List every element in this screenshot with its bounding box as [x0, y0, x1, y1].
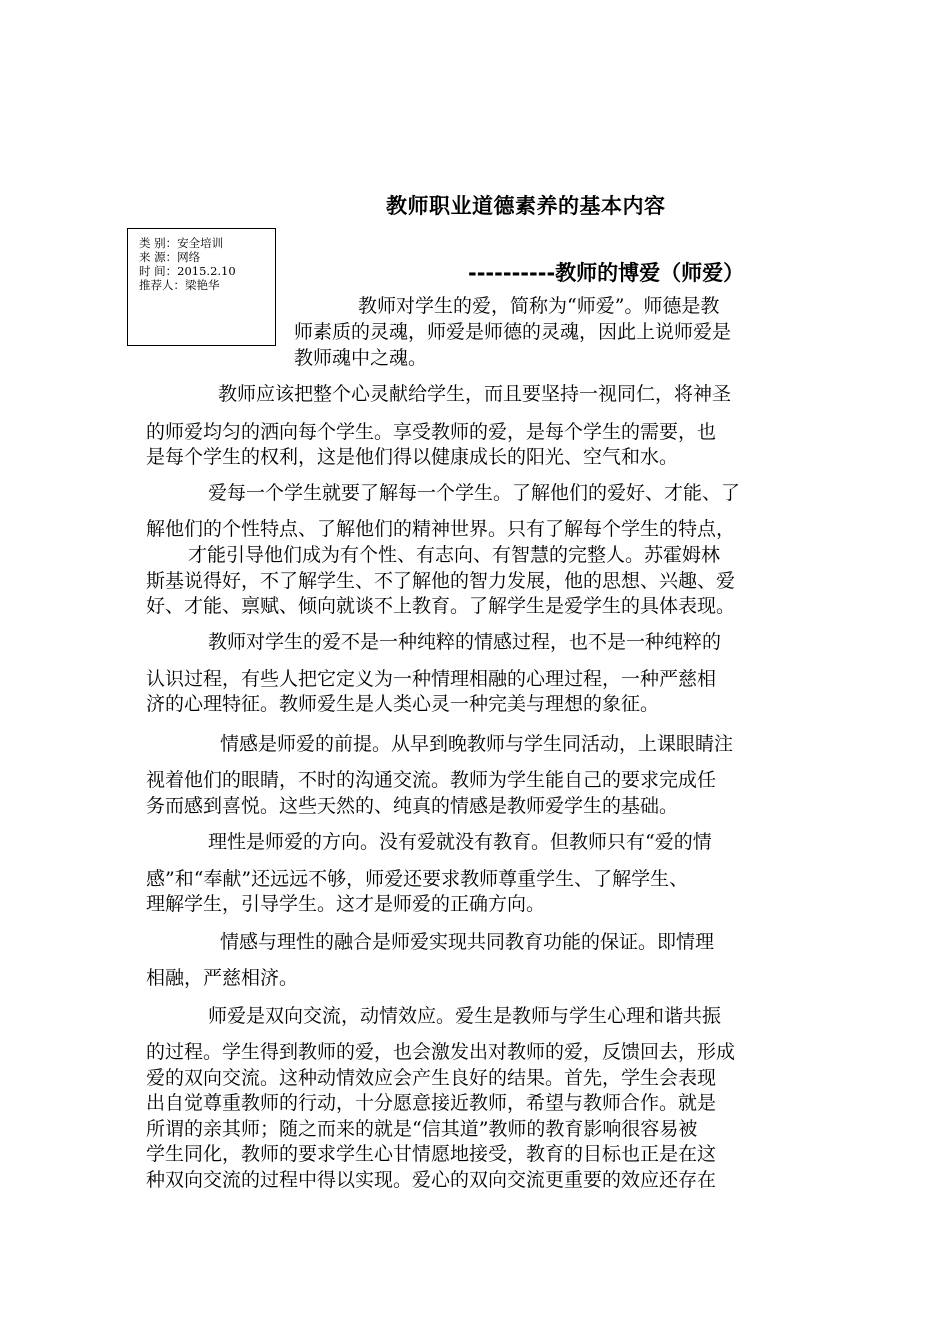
body-line: 认识过程，有些人把它定义为一种情理相融的心理过程，一种严慈相	[146, 668, 717, 690]
body-line: 理解学生，引导学生。这才是师爱的正确方向。	[146, 893, 546, 915]
info-recommender: 推荐人：梁艳华	[139, 278, 220, 292]
body-line: 种双向交流的过程中得以实现。爱心的双向交流更重要的效应还存在	[146, 1169, 717, 1191]
body-line: 情感与理性的融合是师爱实现共同教育功能的保证。即情理	[220, 931, 715, 953]
body-line: 济的心理特征。教师爱生是人类心灵一种完美与理想的象征。	[146, 693, 660, 715]
body-line: 视着他们的眼睛，不时的沟通交流。教师为学生能自己的要求完成任	[146, 769, 717, 791]
body-line: 理性是师爱的方向。没有爱就没有教育。但教师只有“爱的情	[208, 831, 712, 853]
body-line: 的过程。学生得到教师的爱，也会激发出对教师的爱，反馈回去，形成	[146, 1041, 736, 1063]
body-line: 学生同化，教师的要求学生心甘情愿地接受，教育的目标也正是在这	[146, 1143, 717, 1165]
document-title: 教师职业道德素养的基本内容	[386, 194, 666, 218]
body-line: 爱每一个学生就要了解每一个学生。了解他们的爱好、才能、了	[208, 482, 741, 504]
body-line: 是每个学生的权利，这是他们得以健康成长的阳光、空气和水。	[146, 446, 679, 468]
body-line: 所谓的亲其师；随之而来的就是“信其道”教师的教育影响很容易被	[146, 1118, 698, 1140]
body-line: 师爱是双向交流，动情效应。爱生是教师与学生心理和谐共振	[208, 1005, 722, 1027]
body-line: 教师对学生的爱，简称为“师爱”。师德是教	[358, 295, 720, 317]
body-line: 才能引导他们成为有个性、有志向、有智慧的完整人。苏霍姆林	[188, 544, 721, 566]
body-line: 出自觉尊重教师的行动，十分愿意接近教师，希望与教师合作。就是	[146, 1092, 717, 1114]
body-line: 爱的双向交流。这种动情效应会产生良好的结果。首先，学生会表现	[146, 1067, 717, 1089]
body-line: 斯基说得好，不了解学生、不了解他的智力发展，他的思想、兴趣、爱	[146, 570, 736, 592]
info-source: 来 源：网络	[139, 250, 201, 264]
body-line: 师素质的灵魂，师爱是师德的灵魂，因此上说师爱是	[294, 321, 732, 343]
body-line: 的师爱均匀的洒向每个学生。享受教师的爱，是每个学生的需要，也	[146, 421, 717, 443]
body-line: 情感是师爱的前提。从早到晚教师与学生同活动，上课眼睛注	[220, 733, 734, 755]
info-category: 类 别：安全培训	[139, 236, 224, 250]
body-line: 务而感到喜悦。这些天然的、纯真的情感是教师爱学生的基础。	[146, 795, 679, 817]
body-line: 教师对学生的爱不是一种纯粹的情感过程，也不是一种纯粹的	[208, 631, 722, 653]
body-line: 好、才能、禀赋、倾向就谈不上教育。了解学生是爱学生的具体表现。	[146, 595, 736, 617]
info-box	[127, 228, 276, 346]
body-line: 感”和“奉献”还远远不够，师爱还要求教师尊重学生、了解学生、	[146, 868, 689, 890]
info-date: 时 间：2015.2.10	[139, 264, 236, 278]
document-subtitle: ----------教师的博爱（师爱）	[468, 261, 745, 285]
body-line: 解他们的个性特点、了解他们的精神世界。只有了解每个学生的特点，	[146, 518, 736, 540]
body-line: 相融，严慈相济。	[146, 967, 299, 989]
body-line: 教师魂中之魂。	[294, 347, 428, 369]
body-line: 教师应该把整个心灵献给学生，而且要坚持一视同仁，将神圣	[218, 383, 732, 405]
